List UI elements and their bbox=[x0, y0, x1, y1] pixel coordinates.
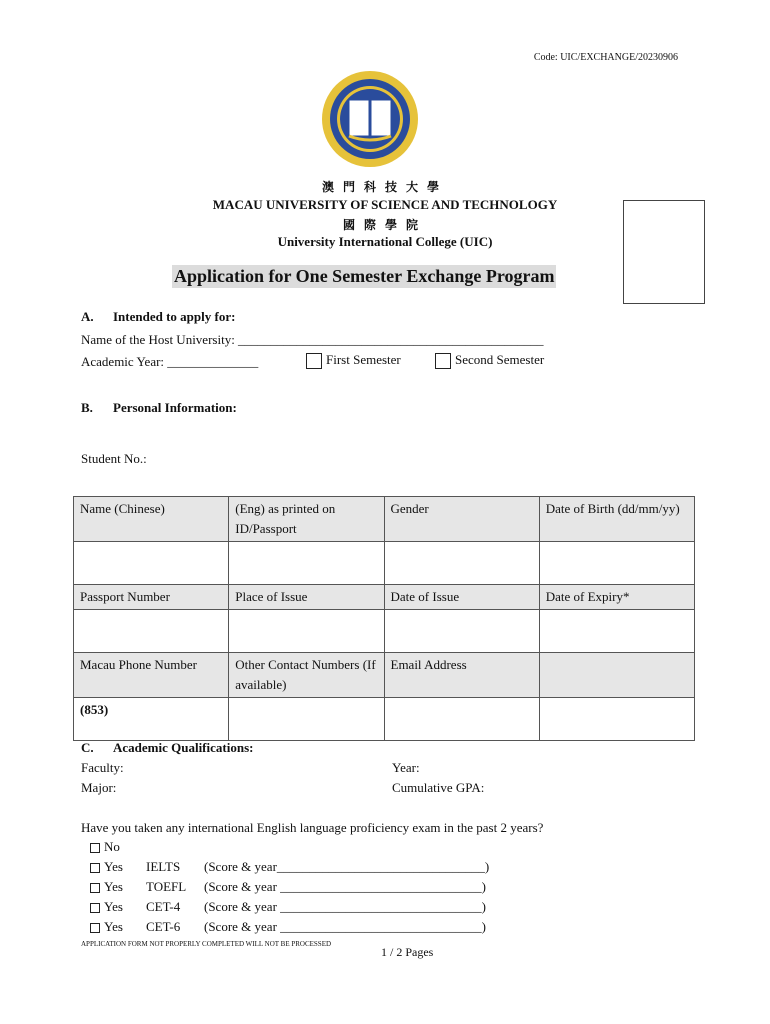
table-header-cell: Gender bbox=[384, 497, 539, 542]
toefl-score-field[interactable]: (Score & year _______________________________) bbox=[204, 879, 486, 894]
major-field[interactable]: Major: bbox=[81, 780, 117, 795]
page-number: 1 / 2 Pages bbox=[381, 945, 434, 959]
table-input-row bbox=[74, 610, 695, 653]
host-university-field[interactable]: Name of the Host University: _______________________________________________ bbox=[81, 332, 544, 347]
table-header-cell: Date of Issue bbox=[384, 585, 539, 610]
table-header-cell: Date of Birth (dd/mm/yy) bbox=[539, 497, 694, 542]
table-header-row bbox=[74, 653, 695, 698]
first-semester-checkbox[interactable] bbox=[306, 353, 322, 369]
table-header-cell: Place of Issue bbox=[229, 585, 384, 610]
cet6-score-field[interactable]: (Score & year _______________________________) bbox=[204, 919, 486, 934]
exam-name: TOEFL bbox=[146, 879, 187, 894]
cet4-checkbox[interactable] bbox=[90, 903, 100, 913]
cet4-score-field[interactable]: (Score & year _______________________________) bbox=[204, 899, 486, 914]
student-no-field[interactable]: Student No.: bbox=[81, 451, 147, 466]
english-college-name: University International College (UIC) bbox=[277, 234, 493, 249]
section-letter: B. bbox=[81, 400, 93, 415]
table-header-cell: Email Address bbox=[384, 653, 539, 698]
exam-no-option[interactable] bbox=[90, 839, 120, 855]
section-title: Personal Information: bbox=[113, 400, 237, 415]
exam-ielts-option[interactable] bbox=[90, 859, 123, 875]
year-field[interactable]: Year: bbox=[392, 760, 420, 775]
section-c-heading bbox=[81, 740, 253, 756]
university-logo bbox=[321, 70, 419, 168]
exam-cet6-option[interactable] bbox=[90, 919, 123, 935]
cet6-checkbox[interactable] bbox=[90, 923, 100, 933]
phone-prefix: (853) bbox=[80, 702, 109, 717]
section-title: Intended to apply for: bbox=[113, 309, 236, 324]
yes-label: Yes bbox=[104, 919, 123, 934]
second-semester-checkbox[interactable] bbox=[435, 353, 451, 369]
table-header-cell: Name (Chinese) bbox=[74, 497, 229, 542]
other-contact-input[interactable] bbox=[229, 698, 384, 741]
no-label: No bbox=[104, 839, 120, 854]
section-letter: A. bbox=[81, 309, 94, 324]
exam-question: Have you taken any international English language proficiency exam in the past 2 years? bbox=[81, 820, 544, 835]
gpa-field[interactable]: Cumulative GPA: bbox=[392, 780, 485, 795]
personal-info-table bbox=[73, 496, 695, 741]
exam-name: CET-4 bbox=[146, 899, 181, 914]
table-header-row bbox=[74, 497, 695, 542]
name-chinese-input[interactable] bbox=[74, 542, 229, 585]
exam-toefl-option[interactable] bbox=[90, 879, 123, 895]
table-input-row bbox=[74, 542, 695, 585]
date-of-birth-input[interactable] bbox=[539, 542, 694, 585]
english-university-name: MACAU UNIVERSITY OF SCIENCE AND TECHNOLOGY bbox=[212, 197, 558, 212]
table-header-row bbox=[74, 585, 695, 610]
first-semester-label: First Semester bbox=[326, 352, 401, 367]
no-checkbox[interactable] bbox=[90, 843, 100, 853]
table-header-cell: Date of Expiry* bbox=[539, 585, 694, 610]
table-header-cell: Other Contact Numbers (If available) bbox=[229, 653, 384, 698]
yes-label: Yes bbox=[104, 859, 123, 874]
ielts-checkbox[interactable] bbox=[90, 863, 100, 873]
date-of-expiry-input[interactable] bbox=[539, 610, 694, 653]
place-of-issue-input[interactable] bbox=[229, 610, 384, 653]
form-title: Application for One Semester Exchange Program bbox=[174, 266, 555, 286]
table-header-cell: (Eng) as printed on ID/Passport bbox=[229, 497, 384, 542]
gender-input[interactable] bbox=[384, 542, 539, 585]
passport-number-input[interactable] bbox=[74, 610, 229, 653]
section-title: Academic Qualifications: bbox=[113, 740, 254, 755]
macau-phone-input[interactable] bbox=[74, 698, 229, 741]
exam-name: CET-6 bbox=[146, 919, 181, 934]
exam-cet4-option[interactable] bbox=[90, 899, 123, 915]
exam-name: IELTS bbox=[146, 859, 181, 874]
table-header-cell bbox=[539, 653, 694, 698]
table-header-cell: Macau Phone Number bbox=[74, 653, 229, 698]
table-header-cell: Passport Number bbox=[74, 585, 229, 610]
footer-notice: APPLICATION FORM NOT PROPERLY COMPLETED WILL NOT BE PROCESSED bbox=[81, 940, 332, 948]
table-input-row bbox=[74, 698, 695, 741]
chinese-college-name: 國際學院 bbox=[342, 218, 427, 232]
section-b-heading bbox=[81, 400, 237, 416]
name-english-input[interactable] bbox=[229, 542, 384, 585]
section-letter: C. bbox=[81, 740, 94, 755]
yes-label: Yes bbox=[104, 899, 123, 914]
first-semester-option[interactable] bbox=[306, 352, 401, 369]
email-input[interactable] bbox=[384, 698, 539, 741]
empty-cell bbox=[539, 698, 694, 741]
ielts-score-field[interactable]: (Score & year________________________________) bbox=[204, 859, 490, 874]
photo-box[interactable] bbox=[623, 200, 705, 304]
chinese-university-name: 澳門科技大學 bbox=[321, 180, 448, 194]
yes-label: Yes bbox=[104, 879, 123, 894]
faculty-field[interactable]: Faculty: bbox=[81, 760, 124, 775]
toefl-checkbox[interactable] bbox=[90, 883, 100, 893]
second-semester-label: Second Semester bbox=[455, 352, 545, 367]
form-code: Code: UIC/EXCHANGE/20230906 bbox=[533, 52, 678, 63]
academic-year-field[interactable]: Academic Year: ______________ bbox=[81, 354, 259, 369]
second-semester-option[interactable] bbox=[435, 352, 544, 369]
date-of-issue-input[interactable] bbox=[384, 610, 539, 653]
section-a-heading bbox=[81, 309, 235, 325]
